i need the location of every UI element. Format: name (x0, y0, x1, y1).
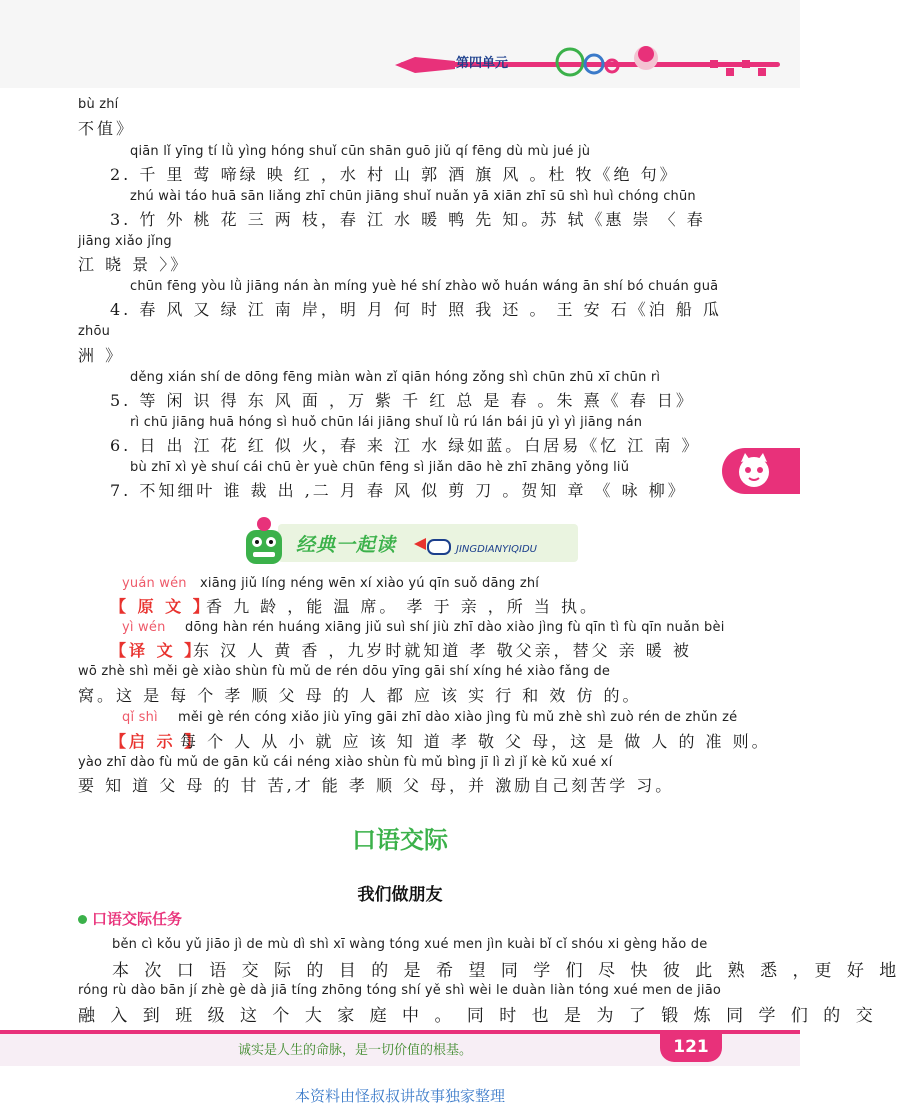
pointing-hand-icon (414, 532, 454, 560)
cat-mascot-icon (735, 452, 773, 490)
poem-4-text-cont: 洲 》 (78, 346, 125, 365)
poem-3-text-cont: 江 晓 景 〉》 (78, 255, 190, 274)
banner-title: 经典一起读 (296, 534, 397, 556)
insight-text: 每 个 人 从 小 就 应 该 知 道 孝 敬 父 母，这 是 做 人 的 准 则。 (180, 732, 771, 751)
poem-6-text: 6. 日 出 江 花 红 似 火，春 来 江 水 绿如蓝。白居易《忆 江 南 》 (110, 436, 701, 455)
banner-subtitle: JINGDIANYIQIDU (456, 544, 537, 555)
original-label: 【 原 文 】 (110, 597, 212, 616)
insight-label: 【启 示 】 (110, 732, 204, 751)
poem-3-pinyin: zhú wài táo huā sān liǎng zhī chūn jiāng shuǐ nuǎn yā xiān zhī sū shì huì chóng chūn (130, 189, 696, 204)
poem-7-pinyin: bù zhī xì yè shuí cái chū èr yuè chūn fēng sì jiǎn dāo hè zhī zhāng yǒng liǔ (130, 460, 630, 475)
poem-7-text: 7. 不知细叶 谁 裁 出 ,二 月 春 风 似 剪 刀 。贺知 章 《 咏 柳》 (110, 481, 687, 500)
page-number: 121 (660, 1032, 722, 1062)
insight-text-cont: 要 知 道 父 母 的 甘 苦,才 能 孝 顺 父 母，并 激励自己刻苦学 习。 (78, 776, 675, 795)
lesson-subtitle: 我们做朋友 (357, 885, 443, 905)
insight-pinyin-cont: yào zhī dào fù mǔ de gān kǔ cái néng xiào shùn fù mǔ bìng jī lì zì jǐ kè kǔ xué xí (78, 755, 613, 770)
poem-2-text: 2. 千 里 莺 啼绿 映 红 ，水 村 山 郭 酒 旗 风 。杜 牧《绝 句》 (110, 165, 679, 184)
monster-mascot-icon (238, 516, 294, 568)
original-text: 香 九 龄 ，能 温 席。 孝 于 亲 ，所 当 执。 (206, 597, 599, 616)
poem-5-text: 5. 等 闲 识 得 东 风 面 ，万 紫 千 红 总 是 春 。朱 熹《 春 日》 (110, 391, 695, 410)
translation-text-cont: 窝。这 是 每 个 孝 顺 父 母 的 人 都 应 该 实 行 和 效 仿 的。 (78, 686, 642, 705)
task-pinyin-line-1: běn cì kǒu yǔ jiāo jì de mù dì shì xī wàng tóng xué men jìn kuài bǐ cǐ shóu xi gèng hǎo de (112, 937, 708, 952)
poem-4-pinyin: chūn fēng yòu lǜ jiāng nán àn míng yuè hé shí zhào wǒ huán wáng ān shí bó chuán guā (130, 279, 719, 294)
header-arrow-icon (395, 55, 455, 75)
bullet-dot-icon (78, 915, 87, 924)
insight-pinyin: měi gè rén cóng xiǎo jiù yīng gāi zhī dào xiào jìng fù mǔ zhè shì zuò rén de zhǔn zé (178, 710, 738, 725)
poem-4-text: 4. 春 风 又 绿 江 南 岸，明 月 何 时 照 我 还 。 王 安 石《泊 船 瓜 (110, 300, 722, 319)
poem-3-text: 3. 竹 外 桃 花 三 两 枝，春 江 水 暖 鸭 先 知。苏 轼《惠 崇 〈 春 (110, 210, 706, 229)
task-text-line-1: 本 次 口 语 交 际 的 目 的 是 希 望 同 学 们 尽 快 彼 此 熟 悉 ，更 好 地 (112, 961, 901, 981)
poem-2-pinyin: qiān lǐ yīng tí lǜ yìng hóng shuǐ cūn shān guō jiǔ qí fēng dù mù jué jù (130, 144, 591, 159)
credit-line: 本资料由怪叔叔讲故事独家整理 (294, 1087, 505, 1105)
translation-text: 东 汉 人 黄 香 ，九岁时就知道 孝 敬父亲，替父 亲 暖 被 (193, 641, 692, 660)
unit-label: 第四单元 (456, 56, 509, 71)
original-label-pinyin: yuán wén (122, 576, 187, 591)
task-heading-label: 口语交际任务 (92, 910, 183, 928)
classic-reading-banner (238, 516, 578, 568)
section-title: 口语交际 (352, 825, 448, 854)
task-pinyin-line-2: róng rù dào bān jí zhè gè dà jiā tíng zhōng tóng shí yě shì wèi le duàn liàn tóng xué men de jiāo (78, 983, 722, 998)
translation-label: 【译 文 】 (110, 641, 204, 660)
translation-pinyin: dōng hàn rén huáng xiāng jiǔ suì shí jiù zhī dào xiào jìng fù qīn tì fù qīn nuǎn bèi (185, 620, 725, 635)
task-heading (78, 908, 182, 929)
poem-1-pinyin: bù zhí (78, 97, 119, 112)
translation-label-pinyin: yì wén (122, 620, 166, 635)
poem-1-text: 不值》 (78, 119, 136, 138)
poem-3-pinyin-cont: jiāng xiǎo jǐng (78, 234, 172, 249)
poem-6-pinyin: rì chū jiāng huā hóng sì huǒ chūn lái jiāng shuǐ lǜ rú lán bái jū yì yì jiāng nán (130, 415, 643, 430)
poem-5-pinyin: děng xián shí de dōng fēng miàn wàn zǐ qiān hóng zǒng shì chūn zhū xī chūn rì (130, 370, 661, 385)
insight-label-pinyin: qǐ shì (122, 710, 158, 725)
footer-motto: 诚实是人生的命脉，是一切价值的根基。 (238, 1043, 473, 1058)
poem-4-pinyin-cont: zhōu (78, 324, 111, 339)
translation-pinyin-cont: wō zhè shì měi gè xiào shùn fù mǔ de rén dōu yīng gāi shí xíng hé xiào fǎng de (78, 664, 611, 679)
header-decoration-icon (550, 40, 770, 88)
task-text-line-2: 融 入 到 班 级 这 个 大 家 庭 中 。 同 时 也 是 为 了 锻 炼 同 学 们 的 交 (78, 1006, 878, 1026)
original-pinyin: xiāng jiǔ líng néng wēn xí xiào yú qīn suǒ dāng zhí (200, 576, 540, 591)
